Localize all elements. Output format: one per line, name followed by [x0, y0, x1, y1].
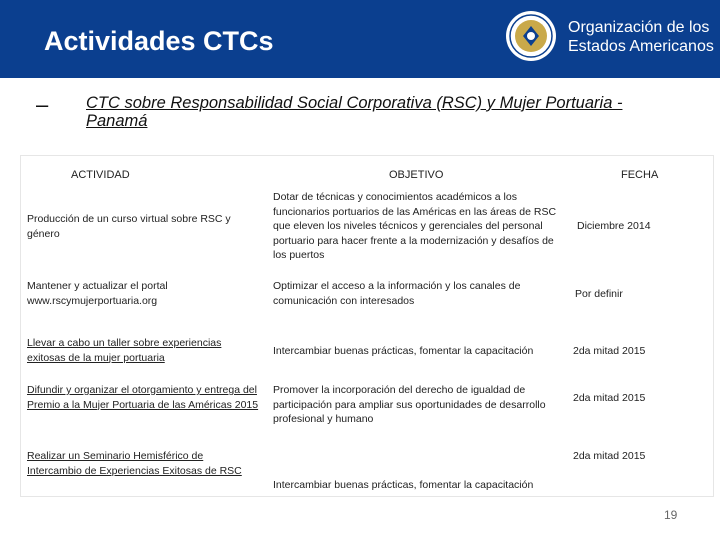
- oas-seal-logo: [505, 10, 557, 62]
- table-row-4-actividad: Difundir y organizar el otorgamiento y entrega del Premio a la Mujer Portuaria de las Américas 2015: [27, 384, 259, 411]
- table-row-2-objetivo: Optimizar el acceso a la información y los canales de comunicación con interesados: [273, 280, 521, 307]
- table-row-1-actividad: Producción de un curso virtual sobre RSC y género: [27, 213, 231, 240]
- org-line-2: Estados Americanos: [568, 38, 714, 55]
- table-row-1-fecha: Diciembre 2014: [577, 220, 651, 232]
- table-row-5-fecha: 2da mitad 2015: [573, 450, 646, 462]
- activities-table: [20, 155, 714, 497]
- page-title: Actividades CTCs: [44, 26, 274, 56]
- table-row-2-fecha: Por definir: [575, 288, 623, 300]
- table-row-4-fecha: 2da mitad 2015: [573, 392, 646, 404]
- table-row-5-objetivo: Intercambiar buenas prácticas, fomentar la capacitación: [273, 479, 534, 491]
- column-header-fecha: FECHA: [621, 169, 659, 181]
- page-number: 19: [664, 508, 678, 522]
- table-row-1-objetivo: Dotar de técnicas y conocimientos académicos a los funcionarios portuarios de las Américas en las áreas de RSC que eleven los niveles técnicos y gerenciales del personal portuario para hacer frente a la modernización y desafíos de los puertos: [273, 191, 557, 261]
- table-row-4-objetivo: Promover la incorporación del derecho de igualdad de participación para ampliar sus oportunidades de desarrollo profesional y humano: [273, 384, 546, 425]
- table-row-3-fecha: 2da mitad 2015: [573, 345, 646, 357]
- org-line-1: Organización de los: [568, 19, 710, 36]
- table-row-2-actividad: Mantener y actualizar el portal www.rscymujerportuaria.org: [27, 280, 168, 307]
- table-row-3-objetivo: Intercambiar buenas prácticas, fomentar la capacitación: [273, 345, 534, 357]
- table-row-5-actividad: Realizar un Seminario Hemisférico de Intercambio de Experiencias Exitosas de RSC: [27, 450, 242, 477]
- column-header-actividad: ACTIVIDAD: [71, 169, 130, 181]
- bullet-dash: –: [36, 92, 49, 117]
- header-banner: [0, 0, 720, 78]
- section-subtitle: CTC sobre Responsabilidad Social Corporativa (RSC) y Mujer Portuaria - Panamá: [86, 94, 623, 130]
- column-header-objetivo: OBJETIVO: [389, 169, 444, 181]
- organization-name: [568, 18, 714, 56]
- table-row-3-actividad: Llevar a cabo un taller sobre experiencias exitosas de la mujer portuaria: [27, 337, 222, 364]
